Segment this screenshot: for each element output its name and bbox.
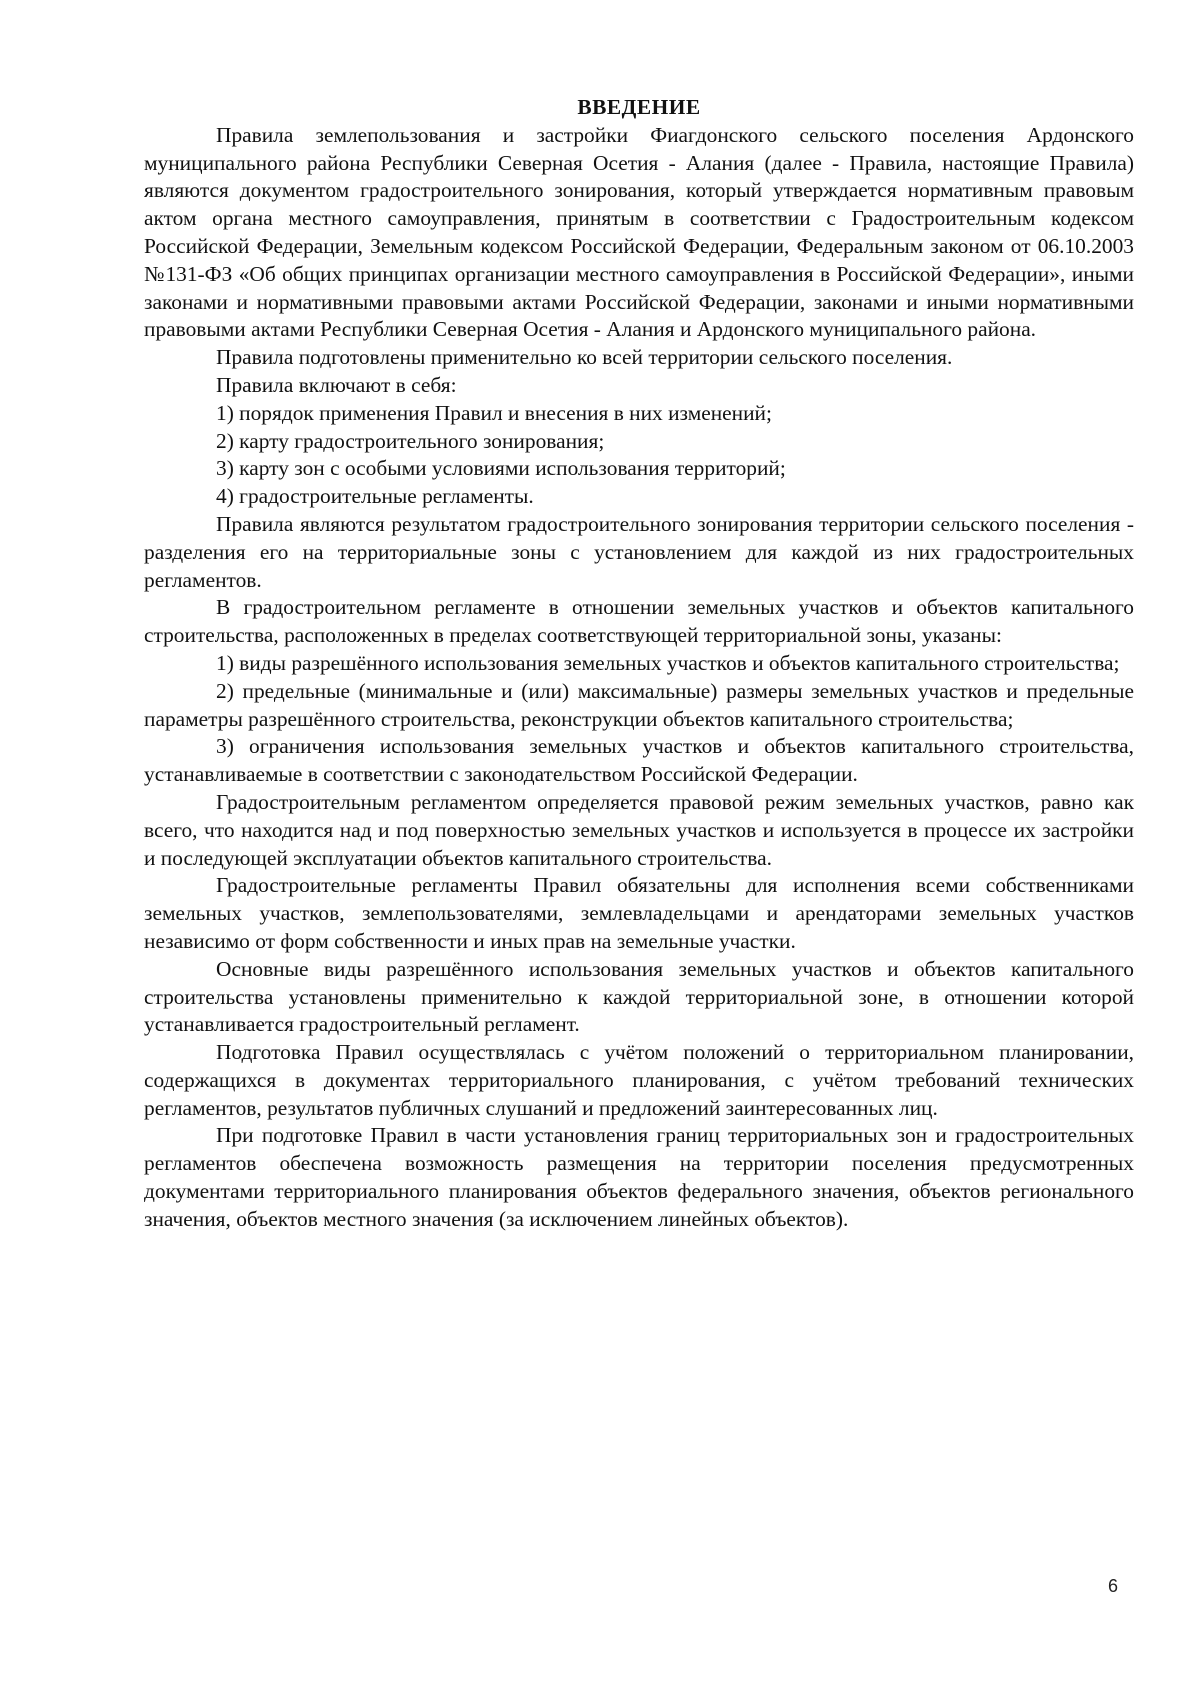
regulation-scope-paragraph: В градостроительном регламенте в отношении земельных участков и объектов капитального строительства, расположенных в пределах соответствующей территориальной зоны, указаны: [144,595,1134,648]
boundaries-paragraph: При подготовке Правил в части установления границ территориальных зон и градостроительных регламентов обеспечена возможность размещения на территории поселения предусмотренных документами территориального планирования объектов федерального значения, объектов регионального значения, объектов местного значения (за исключением линейных объектов). [144,1123,1134,1231]
contents-list-item: 4) градостроительные регламенты. [216,484,534,509]
intro-paragraph: Правила землепользования и застройки Фиагдонского сельского поселения Ардонского муниципального района Республики Северная Осетия - Алания (далее - Правила, настоящие Правила) являются документом градостроительного зонирования, который утверждается нормативным правовым актом органа местного самоуправления, принятым в соответствии с Градостроительным кодексом Российской Федерации, Земельным кодексом Российской Федерации, Федеральным законом от 06.10.2003 №131-ФЗ «Об общих принципах организации местного самоуправления в Российской Федерации», иными законами и нормативными правовыми актами Российской Федерации, законами и иными нормативными правовыми актами Республики Северная Осетия - Алания и Ардонского муниципального района. [144,122,1134,342]
contents-list-item: 3) карту зон с особыми условиями использования территорий; [216,456,786,481]
regulation-list-item: 3) ограничения использования земельных участков и объектов капитального строительства, устанавливаемые в соответствии с законодательством Российской Федерации. [144,734,1134,787]
section-title: ВВЕДЕНИЕ [577,95,701,119]
scope-paragraph: Правила подготовлены применительно ко всей территории сельского поселения. [216,345,953,370]
document-page [144,94,1134,1234]
regulation-list-item: 1) виды разрешённого использования земельных участков и объектов капитального строительства; [216,650,1120,675]
preparation-paragraph: Подготовка Правил осуществлялась с учётом положений о территориальном планировании, содержащихся в документах территориального планирования, с учётом требований технических регламентов, результатов публичных слушаний и предложений заинтересованных лиц. [144,1040,1134,1120]
contents-heading-paragraph: Правила включают в себя: [216,372,457,397]
obligation-paragraph: Градостроительные регламенты Правил обязательны для исполнения всеми собственниками земельных участков, землепользователями, землевладельцами и арендаторами земельных участков независимо от форм собственности и иных прав на земельные участки. [144,873,1134,953]
contents-list-item: 2) карту градостроительного зонирования; [216,428,605,453]
regulation-list-item: 2) предельные (минимальные и (или) максимальные) размеры земельных участков и предельные параметры разрешённого строительства, реконструкции объектов капитального строительства; [144,678,1134,731]
permitted-use-paragraph: Основные виды разрешённого использования земельных участков и объектов капитального строительства установлены применительно к каждой территориальной зоне, в отношении которой устанавливается градостроительный регламент. [144,956,1134,1037]
contents-list-item: 1) порядок применения Правил и внесения в них изменений; [216,400,772,425]
page-number: 6 [1108,1576,1119,1596]
legal-regime-paragraph: Градостроительным регламентом определяется правовой режим земельных участков, равно как всего, что находится над и под поверхностью земельных участков и используется в процессе их застройки и последующей эксплуатации объектов капитального строительства. [144,789,1134,870]
zoning-result-paragraph: Правила являются результатом градостроительного зонирования территории сельского поселения - разделения его на территориальные зоны с установлением для каждой из них градостроительных регламентов. [144,511,1134,592]
